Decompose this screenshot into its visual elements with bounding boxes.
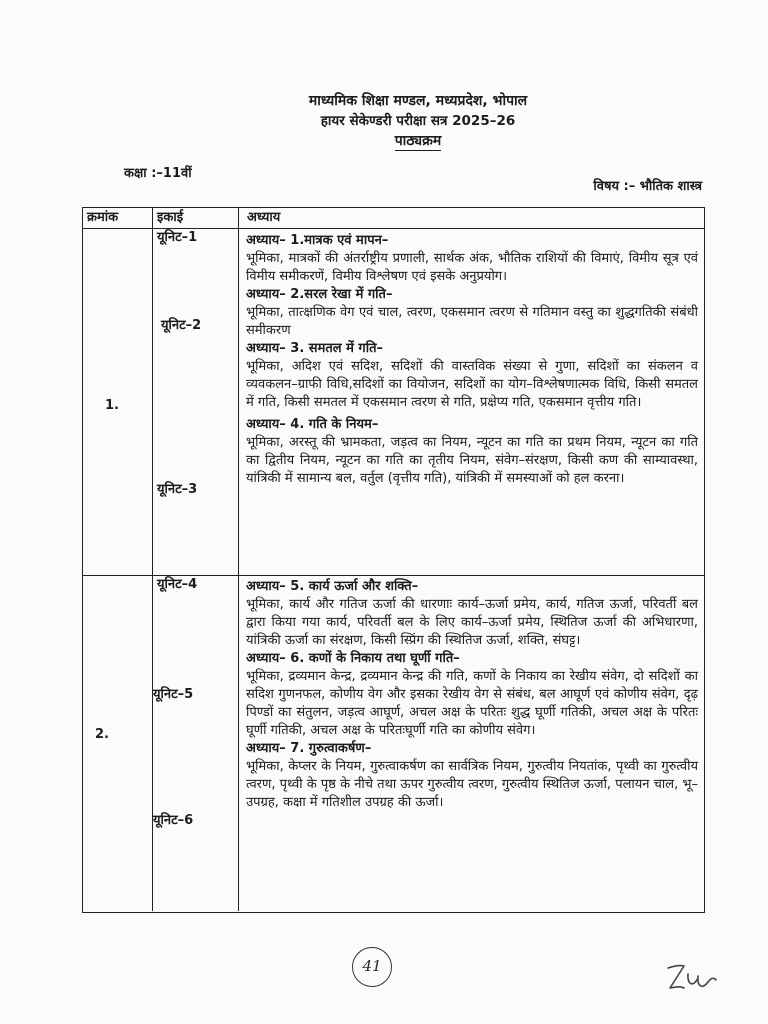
serial-number: 1. (105, 398, 119, 413)
page-title (218, 131, 618, 150)
unit-cell (153, 576, 239, 911)
chapter-heading: अध्याय– 5. कार्य ऊर्जा और शक्ति– (246, 579, 419, 594)
serial-cell (83, 576, 153, 911)
table-row (83, 576, 704, 911)
unit-label: यूनिट–4 (157, 577, 198, 592)
chapter-block (246, 650, 698, 740)
chapter-heading: अध्याय– 3. समतल में गति– (246, 341, 384, 356)
chapter-cell (239, 576, 704, 911)
chapter-block (246, 286, 698, 340)
chapter-content: भूमिका, अरस्तू की भ्रामकता, जड़त्व का नियम, न्यूटन का गति का प्रथम नियम, न्यूटन का गति का द्वितीय नियम, न्यूटन का गति का तृतीय नियम, संवेग–संरक्षण, किसी कण की साम्यावस्था, यांत्रिकी में सामान्य बल, वर्तुल (वृत्तीय गति), यांत्रिकी में समस्याओं को हल करना। (246, 435, 698, 486)
chapter-content: भूमिका, अदिश एवं सदिश, सदिशों की वास्तविक संख्या से गुणा, सदिशों का संकलन व व्यवकलन–ग्राफी विधि,सदिशों का वियोजन, सदिशों का योग–विश्लेषणात्मक विधि, किसी समतल में गति, किसी समतल में एकसमान त्वरण से गति, प्रक्षेप्य गति, एकसमान वृत्तीय गति। (246, 359, 698, 410)
unit-cell (153, 229, 239, 575)
serial-cell (83, 229, 153, 575)
unit-label: यूनिट–6 (153, 813, 194, 828)
class-label: कक्षा :–11वीं (124, 166, 192, 181)
unit-label: यूनिट–5 (153, 687, 194, 702)
subject-label: विषय :– भौतिक शास्त्र (593, 179, 702, 194)
unit-label: यूनिट–1 (157, 230, 198, 245)
chapter-block (246, 340, 698, 412)
page-number: 41 (352, 947, 392, 987)
header-serial: क्रमांक (83, 208, 153, 228)
chapter-heading: अध्याय– 4. गति के नियम– (246, 417, 379, 432)
chapter-heading: अध्याय– 1.मात्रक एवं मापन– (246, 233, 389, 248)
serial-number: 2. (95, 727, 109, 742)
chapter-heading: अध्याय– 6. कणों के निकाय तथा घूर्णी गति– (246, 651, 460, 666)
signature (662, 958, 718, 1000)
table-header-row (83, 208, 704, 229)
chapter-cell (239, 229, 704, 575)
board-name: माध्यमिक शिक्षा मण्डल, मध्यप्रदेश, भोपाल (308, 93, 528, 109)
chapter-heading: अध्याय– 2.सरल रेखा में गति– (246, 287, 393, 302)
header-unit: इकाई (153, 208, 239, 228)
header-chapter: अध्याय (247, 210, 281, 225)
chapter-content: भूमिका, केप्लर के नियम, गुरुत्वाकर्षण का सार्वत्रिक नियम, गुरुत्वीय नियतांक, पृथ्वी का गुरुत्वीय त्वरण, पृथ्वी के पृष्ठ के नीचे तथा ऊपर गुरुत्वीय त्वरण, गुरुत्वीय स्थितिज ऊर्जा, पलायन चाल, भू–उपग्रह, कक्षा में गतिशील उपग्रह की ऊर्जा। (246, 759, 698, 810)
unit-label: यूनिट–2 (161, 318, 202, 333)
chapter-block (246, 416, 698, 488)
syllabus-table (82, 207, 705, 913)
chapter-block (246, 578, 698, 650)
exam-session: हायर सेकेण्डरी परीक्षा सत्र 2025–26 (320, 113, 516, 129)
chapter-block (246, 232, 698, 286)
chapter-heading: अध्याय– 7. गुरुत्वाकर्षण– (246, 741, 372, 756)
chapter-content: भूमिका, मात्रकों की अंतर्राष्ट्रीय प्रणाली, सार्थक अंक, भौतिक राशियों की विमाएं, विमीय सूत्र एवं विमीय समीकरणें, विमीय विश्लेषण एवं इसके अनुप्रयोग। (246, 251, 698, 284)
chapter-content: भूमिका, द्रव्यमान केन्द्र, द्रव्यमान केन्द्र की गति, कणों के निकाय का रेखीय संवेग, दो सदिशों का सदिश गुणनफल, कोणीय वेग और इसका रेखीय वेग से संबंध, बल आघूर्ण एवं कोणीय संवेग, दृढ़ पिण्डों का संतुलन, जड़त्व आघूर्ण, अचल अक्ष के परितः शुद्ध घूर्णी गतिकी, अचल अक्ष के परितः घूर्णी गतिकी, अचल अक्ष के परितःघूर्णी गति का कोणीय संवेग। (246, 669, 698, 738)
chapter-content: भूमिका, तात्क्षणिक वेग एवं चाल, त्वरण, एकसमान त्वरण से गतिमान वस्तु का शुद्धगतिकी संबंधी समीकरण (246, 305, 698, 338)
page-title-text: पाठ्यक्रम (394, 133, 442, 149)
chapter-block (246, 740, 698, 812)
table-row (83, 229, 704, 576)
chapter-content: भूमिका, कार्य और गतिज ऊर्जा की धारणाः कार्य–ऊर्जा प्रमेय, कार्य, गतिज ऊर्जा, परिवर्ती बल द्वारा किया गया कार्य, परिवर्ती बल के लिए कार्य–ऊर्जा प्रमेय, स्थितिज ऊर्जा की अभिधारणा, यांत्रिकी ऊर्जा का संरक्षण, किसी स्प्रिंग की स्थितिज ऊर्जा, शक्ति, संघट्ट। (246, 597, 698, 648)
unit-label: यूनिट–3 (157, 482, 198, 497)
